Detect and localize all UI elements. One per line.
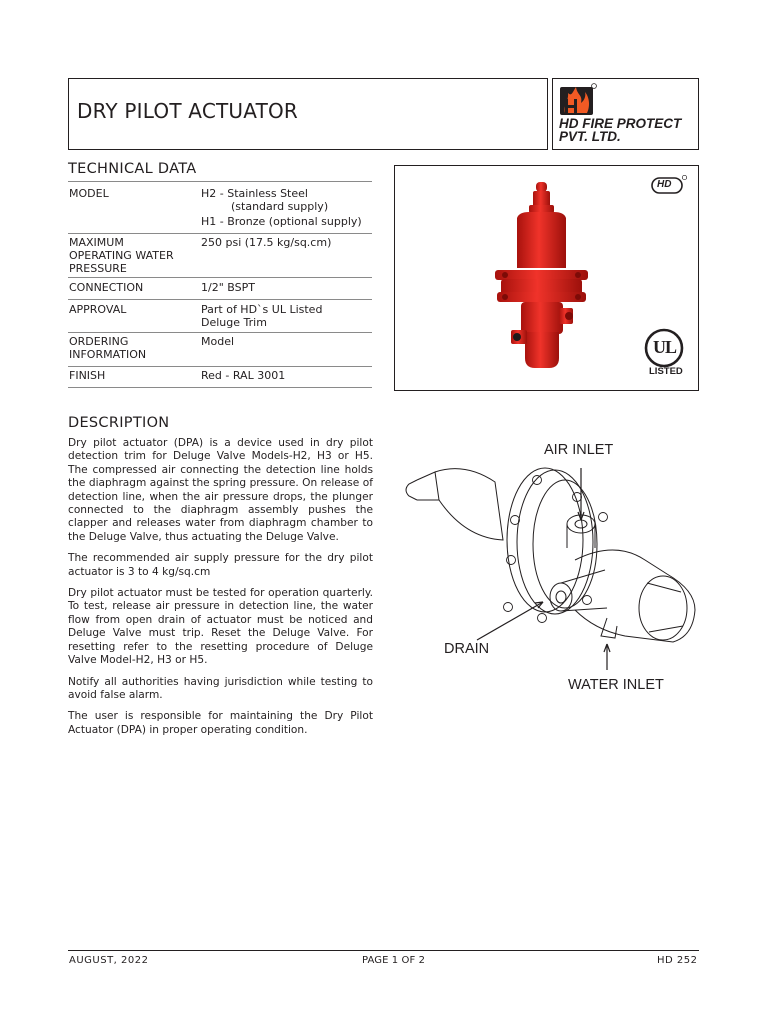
description-paragraph: Notify all authorities having jurisdiction while testing to avoid false alarm. [68, 675, 373, 701]
description-paragraph: Dry pilot actuator must be tested for operation quarterly. To test, release air pressure in detection line, the water flow from open drain of actuator must be noticed and Deluge Valve must trip. Reset the Deluge Valve. For resetting refer to the resetting procedure of Deluge Valve Model-H2, H3 or H5. [68, 587, 373, 667]
value-line: Deluge Trim [201, 316, 267, 329]
row-label-pressure: MAXIMUM OPERATING WATER PRESSURE [69, 236, 174, 275]
value-line: H1 - Bronze (optional supply) [201, 215, 362, 228]
technical-data-table [68, 181, 372, 388]
row-value-model [201, 187, 362, 228]
ul-listed-text: LISTED [649, 366, 683, 377]
description-body [68, 437, 373, 745]
row-label-finish: FINISH [69, 369, 106, 382]
page-title: DRY PILOT ACTUATOR [77, 99, 299, 123]
row-label-approval: APPROVAL [69, 303, 127, 316]
air-inlet-label: AIR INLET [544, 442, 614, 458]
company-logo-box [552, 78, 699, 150]
value-line: H2 - Stainless Steel [201, 187, 308, 200]
company-name [559, 117, 681, 143]
description-paragraph: The recommended air supply pressure for the dry pilot actuator is 3 to 4 kg/sq.cm [68, 552, 373, 578]
row-value-pressure: 250 psi (17.5 kg/sq.cm) [201, 236, 332, 249]
hd-flame-logo-icon [559, 83, 597, 117]
water-inlet-label: WATER INLET [568, 677, 664, 693]
table-row [68, 181, 372, 233]
technical-data-heading: TECHNICAL DATA [68, 161, 197, 177]
footer-document-number: HD 252 [657, 955, 698, 966]
company-name-line2: PVT. LTD. [559, 129, 621, 144]
table-row [68, 366, 372, 388]
row-label-ordering: ORDERING INFORMATION [69, 335, 147, 361]
row-label-model: MODEL [69, 187, 109, 200]
actuator-line-drawing [395, 440, 700, 670]
row-label-connection: CONNECTION [69, 281, 144, 294]
row-value-approval [201, 303, 322, 329]
value-line: Part of HD`s UL Listed [201, 303, 323, 316]
title-box [68, 78, 548, 150]
value-line: (standard supply) [231, 200, 329, 213]
row-value-finish: Red - RAL 3001 [201, 369, 286, 382]
description-paragraph: Dry pilot actuator (DPA) is a device used in dry pilot detection trim for Deluge Valve Models-H2, H3 or H5. The compressed air connecting the detection line holds the diaphragm against the spring pressure. On release of detection line, when the air pressure drops, the plunger connected to the diaphragm assembly pushes the clapper and releases water from diaphragm chamber to the Deluge Valve, thus actuating the Deluge Valve. [68, 437, 373, 543]
table-row [68, 299, 372, 332]
footer-divider [68, 950, 699, 951]
table-row [68, 332, 372, 366]
product-photo-box [394, 165, 699, 391]
ul-badge-text: UL [653, 337, 677, 357]
footer-date: AUGUST, 2022 [69, 955, 149, 966]
hd-badge-text: HD [657, 179, 672, 190]
product-photo [485, 180, 600, 380]
table-row [68, 277, 372, 299]
company-name-line1: HD FIRE PROTECT [559, 116, 682, 131]
table-row [68, 233, 372, 277]
row-value-ordering: Model [201, 335, 235, 348]
description-heading: DESCRIPTION [68, 415, 170, 431]
footer-page-number: PAGE 1 OF 2 [362, 955, 426, 966]
row-value-connection: 1/2" BSPT [201, 281, 255, 294]
drain-label: DRAIN [444, 641, 490, 657]
description-paragraph: The user is responsible for maintaining the Dry Pilot Actuator (DPA) in proper operating condition. [68, 710, 373, 736]
